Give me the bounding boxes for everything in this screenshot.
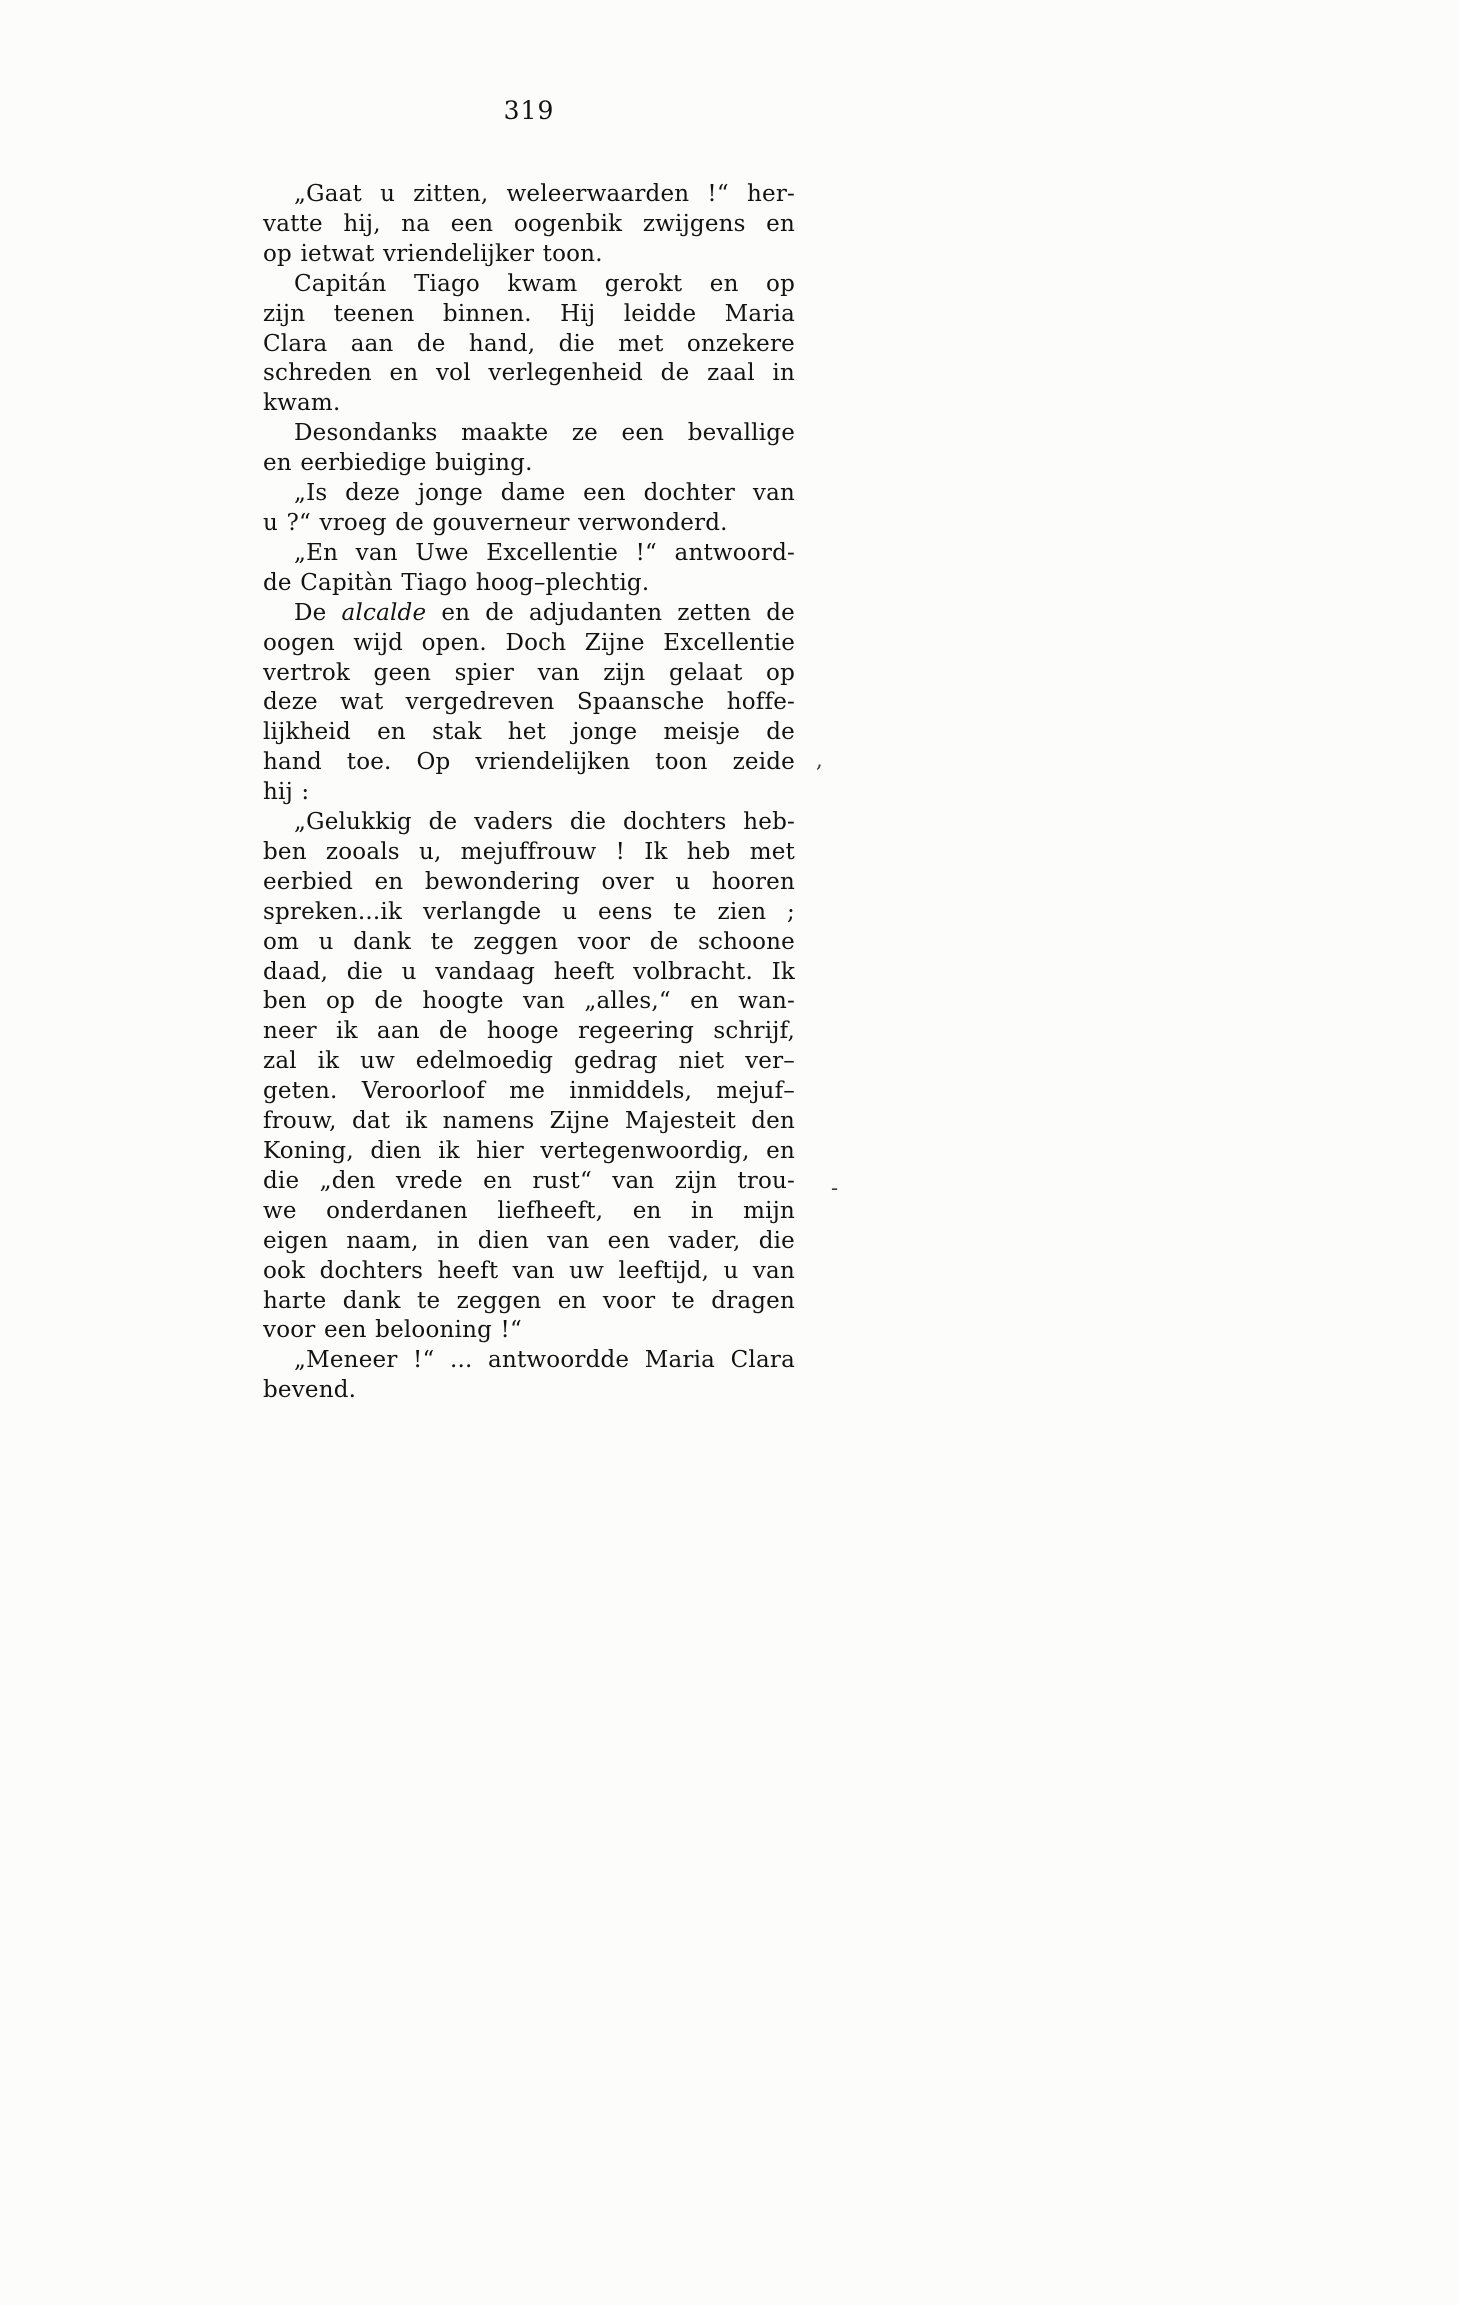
text-segment: u ?“ vroeg de gouverneur verwonderd. xyxy=(263,509,728,536)
text-segment: schreden en vol verlegenheid de zaal in xyxy=(263,360,795,387)
text-segment: en eerbiedige buiging. xyxy=(263,450,533,477)
text-line xyxy=(263,928,795,958)
text-line xyxy=(263,898,795,928)
text-segment: ben zooals u, mejuffrouw ! Ik heb met xyxy=(263,838,795,865)
text-line xyxy=(263,270,795,300)
text-line xyxy=(263,449,795,479)
text-segment: hand toe. Op vriendelijken toon zeide xyxy=(263,749,795,776)
italic-text: alcalde xyxy=(341,599,427,626)
paragraph xyxy=(263,539,795,599)
text-segment: deze wat vergedreven Spaansche hoffe- xyxy=(263,689,795,716)
paragraph xyxy=(263,419,795,479)
text-line xyxy=(263,1077,795,1107)
text-line xyxy=(263,748,795,778)
text-line xyxy=(263,330,795,360)
text-segment: „En van Uwe Excellentie !“ antwoord- xyxy=(294,539,795,566)
text-segment: frouw, dat ik namens Zijne Majesteit den xyxy=(263,1108,795,1135)
text-segment: ben op de hoogte van „alles,“ en wan- xyxy=(263,988,795,1015)
text-segment: harte dank te zeggen en voor te dragen xyxy=(263,1287,795,1314)
text-segment: op ietwat vriendelijker toon. xyxy=(263,240,603,267)
paragraph xyxy=(263,1346,795,1406)
scan-speck: - xyxy=(831,1176,839,1200)
text-line xyxy=(263,1376,795,1406)
text-line xyxy=(263,1017,795,1047)
text-segment: eigen naam, in dien van een vader, die xyxy=(263,1227,795,1254)
text-segment: zijn teenen binnen. Hij leidde Maria xyxy=(263,300,795,327)
text-segment: De xyxy=(294,599,342,626)
paragraph xyxy=(263,479,795,539)
text-segment: spreken...ik verlangde u eens te zien ; xyxy=(263,898,795,925)
text-segment: die „den vrede en rust“ van zijn trou- xyxy=(263,1167,795,1194)
text-line xyxy=(263,180,795,210)
text-line xyxy=(263,419,795,449)
text-line xyxy=(263,987,795,1017)
paragraph xyxy=(263,808,795,1346)
text-segment: eerbied en bewondering over u hooren xyxy=(263,868,795,895)
text-line xyxy=(263,1197,795,1227)
text-line xyxy=(263,659,795,689)
text-segment: daad, die u vandaag heeft volbracht. Ik xyxy=(263,958,795,985)
text-line xyxy=(263,1047,795,1077)
text-segment: ook dochters heeft van uw leeftijd, u van xyxy=(263,1257,795,1284)
text-line xyxy=(263,629,795,659)
text-line xyxy=(263,599,795,629)
text-line xyxy=(263,838,795,868)
text-line xyxy=(263,808,795,838)
text-segment: zal ik uw edelmoedig gedrag niet ver– xyxy=(263,1048,795,1075)
text-line xyxy=(263,240,795,270)
text-segment: de Capitàn Tiago hoog–plechtig. xyxy=(263,569,650,596)
text-segment: Clara aan de hand, die met onzekere xyxy=(263,330,795,357)
text-line xyxy=(263,1346,795,1376)
text-segment: om u dank te zeggen voor de schoone xyxy=(263,928,795,955)
text-line xyxy=(263,958,795,988)
text-segment: Koning, dien ik hier vertegenwoordig, en xyxy=(263,1138,795,1164)
text-segment: vertrok geen spier van zijn gelaat op xyxy=(263,659,795,686)
text-line xyxy=(263,539,795,569)
paragraph xyxy=(263,270,795,420)
text-segment: „Meneer !“ ... antwoordde Maria Clara xyxy=(294,1347,795,1374)
text-line xyxy=(263,778,795,808)
text-line xyxy=(263,1287,795,1317)
page-number: 319 xyxy=(503,96,555,125)
text-segment: en de adjudanten zetten de xyxy=(426,599,795,626)
text-segment: oogen wijd open. Doch Zijne Excellentie xyxy=(263,629,795,656)
text-line xyxy=(263,868,795,898)
text-line xyxy=(263,509,795,539)
text-segment: hij : xyxy=(263,779,310,806)
text-segment: „Gelukkig de vaders die dochters heb- xyxy=(294,809,795,836)
text-column xyxy=(263,180,795,1406)
text-segment: Desondanks maakte ze een bevallige xyxy=(294,420,795,447)
text-segment: „Gaat u zitten, weleerwaarden !“ her- xyxy=(294,181,795,207)
text-segment: voor een belooning !“ xyxy=(263,1317,522,1344)
text-line xyxy=(263,210,795,240)
paragraph xyxy=(263,599,795,808)
text-line xyxy=(263,718,795,748)
text-line xyxy=(263,479,795,509)
text-line xyxy=(263,1167,795,1197)
text-segment: kwam. xyxy=(263,390,341,417)
text-line xyxy=(263,688,795,718)
text-line xyxy=(263,1316,795,1346)
scan-speck: , xyxy=(816,748,823,772)
text-line xyxy=(263,300,795,330)
text-segment: lijkheid en stak het jonge meisje de xyxy=(263,719,795,746)
text-line xyxy=(263,1227,795,1257)
text-segment: neer ik aan de hooge regeering schrijf, xyxy=(263,1018,795,1045)
text-segment: bevend. xyxy=(263,1377,357,1404)
text-segment: vatte hij, na een oogenbik zwijgens en xyxy=(263,210,795,237)
text-line xyxy=(263,569,795,599)
text-line xyxy=(263,389,795,419)
text-line xyxy=(263,1107,795,1137)
text-segment: geten. Veroorloof me inmiddels, mejuf– xyxy=(263,1078,795,1105)
paragraph xyxy=(263,180,795,270)
text-line xyxy=(263,1137,795,1167)
text-line xyxy=(263,1257,795,1287)
text-segment: „Is deze jonge dame een dochter van xyxy=(294,480,795,507)
text-segment: we onderdanen liefheeft, en in mijn xyxy=(263,1197,795,1224)
text-segment: Capitán Tiago kwam gerokt en op xyxy=(294,270,795,297)
text-line xyxy=(263,359,795,389)
